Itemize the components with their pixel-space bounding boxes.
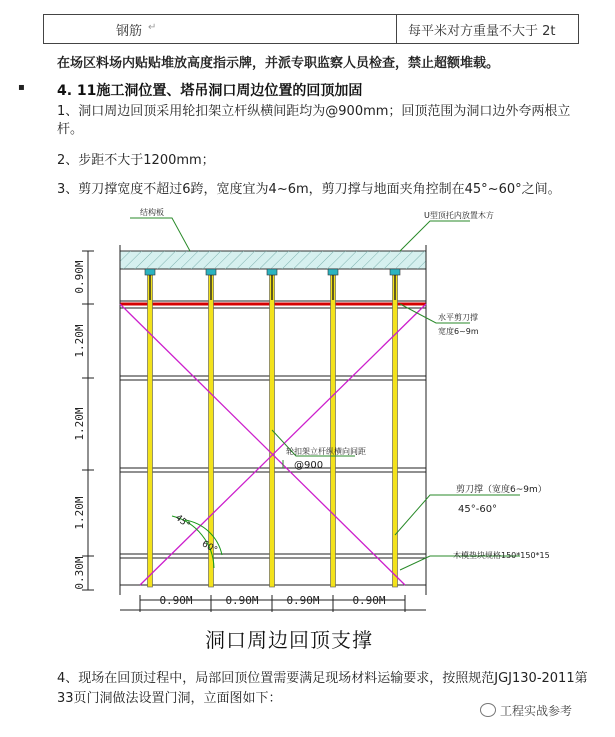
- left-dim-2: 1.20M: [73, 324, 86, 358]
- table-cell-material-text: 钢筋: [116, 24, 143, 39]
- wechat-icon: [480, 703, 496, 717]
- label-wood-base: 木模垫块规格150*150*15: [453, 551, 550, 560]
- vertical-pole: [209, 275, 214, 587]
- label-scissor-brace: 剪刀撑（宽度6~9m）: [456, 485, 547, 495]
- u-support-cap: [328, 269, 338, 275]
- left-dim-1: 0.90M: [73, 260, 86, 294]
- label-u-support: U型顶托内放置木方: [424, 211, 494, 220]
- left-dim-4: 1.20M: [73, 496, 86, 530]
- vertical-pole: [393, 275, 398, 587]
- u-support-cap: [145, 269, 155, 275]
- vertical-pole: [148, 275, 153, 587]
- item-2: 2、步距不大于1200mm；: [57, 153, 215, 168]
- bottom-dim-3: 0.90M: [286, 594, 320, 607]
- footer-paragraph: 4、现场在回顶过程中，局部回顶位置需要满足现场材料运输要求，按照规范JGJ130-2011第33页门洞做法设置门洞，立面图如下：: [57, 671, 588, 706]
- table-cell-limit-text: 每平米对方重量不大于 2t: [408, 24, 556, 39]
- scissor-brace-2: [140, 304, 426, 585]
- label-angle-60: 60°: [199, 539, 219, 556]
- bottom-dim-1: 0.90M: [159, 594, 193, 607]
- left-dim-3: 1.20M: [73, 407, 86, 441]
- table-cell-limit: [396, 15, 578, 43]
- label-pole-spacing: 轮扣架立杆纵横向间距: [286, 447, 366, 456]
- bottom-dim-2: 0.90M: [225, 594, 259, 607]
- vertical-poles: [145, 269, 400, 587]
- diagram-caption: 洞口周边回顶支撑: [205, 628, 373, 652]
- item-1: [57, 103, 577, 139]
- left-dim-5: 0.30M: [73, 556, 86, 590]
- bottom-dim-4: 0.90M: [352, 594, 386, 607]
- vertical-pole: [331, 275, 336, 587]
- section-title: 4. 11施工洞位置、塔吊洞口周边位置的回顶加固: [57, 83, 363, 99]
- label-slab: 结构板: [140, 208, 164, 217]
- table-cell-material: 钢筋 ↵: [44, 15, 397, 43]
- item-3: 3、剪刀撑宽度不超过6跨，宽度宜为4~6m，剪刀撑与地面夹角控制在45°~60°之间。: [57, 182, 561, 197]
- bullet-icon: ▪: [18, 82, 25, 93]
- table-row: [43, 14, 579, 44]
- vertical-pole: [270, 275, 275, 587]
- u-support-cap: [206, 269, 216, 275]
- label-horizontal-brace-width: 宽度6~9m: [438, 327, 479, 336]
- u-support-cap: [267, 269, 277, 275]
- label-pole-spacing-value: @900: [294, 460, 324, 471]
- label-horizontal-brace: 水平剪刀撑: [438, 313, 478, 322]
- u-support-cap: [390, 269, 400, 275]
- shoring-diagram: [0, 200, 615, 660]
- watermark-text: 工程实战参考: [500, 704, 573, 718]
- label-angle-45: 45°: [172, 512, 192, 531]
- item-1-text: 1、洞口周边回顶采用轮扣架立杆纵横间距均为@900mm；回顶范围为洞口边外夸两根立杆。: [57, 104, 571, 137]
- notice-text: 在场区料场内贴贴堆放高度指示牌，并派专职监察人员检查，禁止超额堆载。: [57, 56, 500, 71]
- watermark: [480, 702, 572, 719]
- label-scissor-angle: 45°-60°: [458, 504, 498, 515]
- scissor-brace-1: [120, 304, 405, 585]
